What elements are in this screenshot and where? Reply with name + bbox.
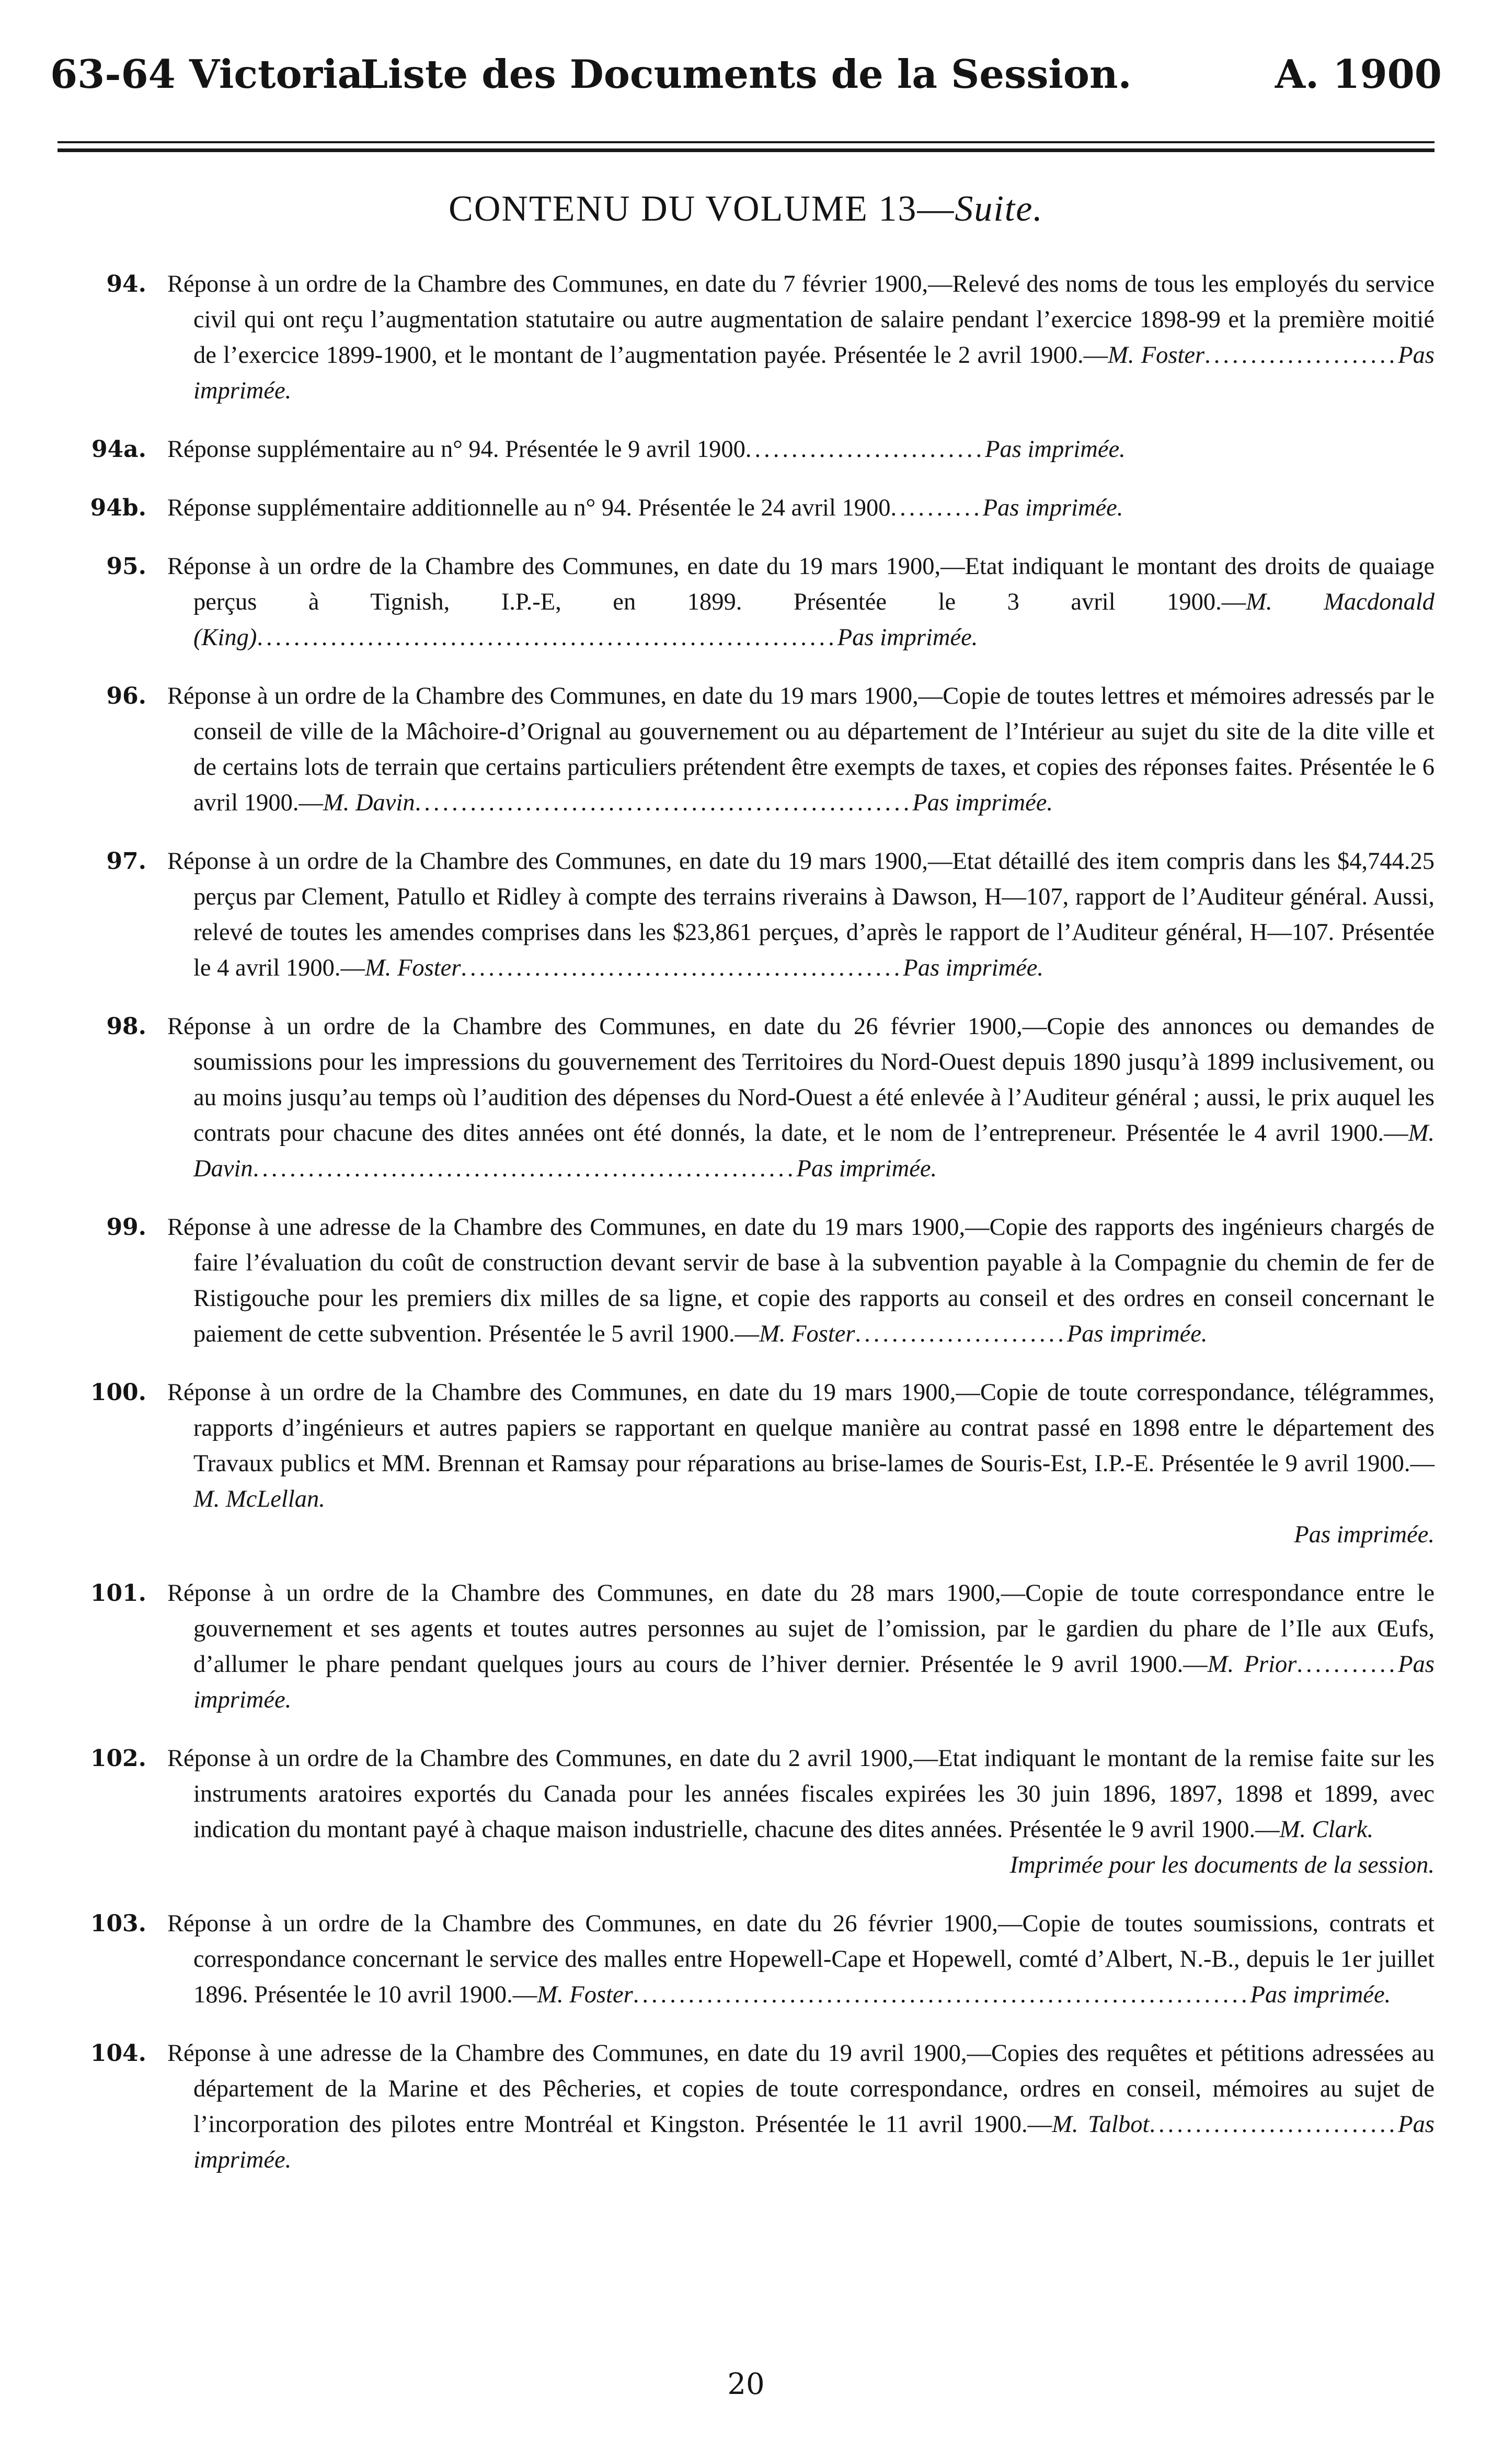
header-left: 63-64 Victoria. — [50, 51, 377, 97]
entry-text: Réponse à un ordre de la Chambre des Communes, en date du 7 février 1900,—Relevé des noms de tous les employés du service civil qui ont reçu l’augmentation statutaire ou autre augmentation de salaire pendant l’exercice 1898-99 et la première moitié de l’exercice 1899-1900, et le montant de l’augmentation payée. Présentée le 2 avril 1900.— — [167, 271, 1434, 369]
list-item — [52, 1210, 1434, 1352]
entry-number: 100. — [90, 1379, 146, 1406]
section-title-main: CONTENU DU VOLUME 13— — [449, 189, 955, 229]
entry-text: Réponse à un ordre de la Chambre des Communes, en date du 19 mars 1900,—Etat indiquant le montant des droits de quaiage perçus à Tignish, I.P.-E, en 1899. Présentée le 3 avril 1900.— — [167, 553, 1434, 615]
entry-number: 94a. — [91, 436, 146, 463]
entry-number: 97. — [106, 848, 146, 875]
entry-status: Pas imprimée. — [982, 495, 1123, 521]
entry-presenter: M. Foster — [759, 1321, 855, 1347]
entry-number: 102. — [90, 1745, 146, 1772]
list-item — [52, 844, 1434, 986]
entry-status: Pas imprimée. — [837, 624, 978, 651]
entry-text: Réponse à un ordre de la Chambre des Communes, en date du 2 avril 1900,—Etat indiquant le montant de la remise faite sur les instruments aratoires exportés du Canada pour les années fiscales expirées les 30 juin 1896, 1897, 1898 et 1899, avec indication du montant payé à chaque maison industrielle, chacune des dites années. Présentée le 9 avril 1900.— — [167, 1745, 1434, 1843]
entry-status: Pas imprimée. — [796, 1155, 937, 1182]
leader-dots: .......................... — [745, 436, 985, 463]
entry-status: Pas imprimée. — [912, 789, 1053, 816]
header-right: A. 1900 — [1275, 51, 1442, 97]
entry-status: Pas imprimée. — [985, 436, 1126, 463]
section-title-suite: Suite. — [955, 189, 1043, 229]
entry-text: Réponse à un ordre de la Chambre des Communes, en date du 19 mars 1900,—Copie de toutes lettres et mémoires adressés par le conseil de ville de la Mâchoire-d’Orignal au gouvernement ou au département de l’Intérieur au sujet du site de la dite ville et de certains lots de terrain que certains particuliers prétendent être exempts de taxes, et copies des réponses faites. Présentée le 6 avril 1900.— — [167, 683, 1434, 816]
entry-presenter: M. Clark. — [1279, 1816, 1374, 1843]
entry-number: 99. — [106, 1214, 146, 1241]
entry-status: Pas imprimée. — [193, 342, 1434, 404]
entry-number: 94. — [106, 271, 146, 297]
entry-presenter: M. Macdonald (King) — [193, 589, 1434, 651]
list-item — [52, 1906, 1434, 2013]
header-rule-thick — [58, 148, 1434, 152]
entry-presenter: M. McLellan. — [193, 1486, 325, 1512]
entry-presenter: M. Foster — [365, 955, 461, 981]
leader-dots: ........................... — [1149, 2111, 1398, 2138]
entry-number: 94b. — [90, 495, 146, 521]
leader-dots: ..................... — [1204, 342, 1398, 369]
entry-presenter: M. Foster — [537, 1981, 633, 2008]
entry-number: 96. — [106, 683, 146, 709]
list-item — [52, 490, 1434, 526]
leader-dots: ....................... — [855, 1321, 1067, 1347]
entry-status: Pas imprimée. — [1066, 1321, 1208, 1347]
entry-text: Réponse à un ordre de la Chambre des Communes, en date du 19 mars 1900,—Copie de toute correspondance, télégrammes, rapports d’ingénieurs et autres papiers se rapportant en quelque manière au contrat passé en 1898 entre le département des Travaux publics et MM. Brennan et Ramsay pour réparations au brise-lames de Souris-Est, I.P.-E. Présentée le 9 avril 1900.— — [167, 1379, 1434, 1477]
leader-dots: ........................................................... — [253, 1155, 797, 1182]
entry-text: Réponse à une adresse de la Chambre des Communes, en date du 19 mars 1900,—Copie des rapports des ingénieurs chargés de faire l’évaluation du coût de construction devant servir de base à la subvention payable à la Compagnie du chemin de fer de Ristigouche pour les premiers dix milles de sa ligne, et copie des rapports au conseil et des ordres en conseil concernant le paiement de cette subvention. Présentée le 5 avril 1900.— — [167, 1214, 1434, 1347]
page-header — [50, 41, 1442, 109]
entry-presenter: M. Prior — [1207, 1651, 1297, 1678]
entry-status: Pas imprimée. — [1250, 1981, 1391, 2008]
entry-text: Réponse à un ordre de la Chambre des Communes, en date du 26 février 1900,—Copie de toutes soumissions, contrats et correspondance concernant le service des malles entre Hopewell-Cape et Hopewell, comté d’Albert, N.-B., depuis le 1er juillet 1896. Présentée le 10 avril 1900.— — [167, 1910, 1434, 2008]
entry-presenter: M. Talbot — [1052, 2111, 1150, 2138]
entry-status: Pas imprimée. — [193, 1651, 1434, 1713]
entry-number: 104. — [90, 2040, 146, 2067]
document-list — [52, 267, 1434, 2201]
leader-dots: ............................................................... — [257, 624, 837, 651]
entry-presenter: M. Davin — [193, 1120, 1434, 1182]
entry-number: 103. — [90, 1910, 146, 1937]
entry-number: 98. — [106, 1013, 146, 1040]
list-item — [52, 432, 1434, 467]
entry-status: Pas imprimée. — [193, 2111, 1434, 2173]
list-item — [52, 1009, 1434, 1187]
entry-text: Réponse supplémentaire additionnelle au n° 94. Présentée le 24 avril 1900 — [167, 495, 891, 521]
list-item — [52, 1576, 1434, 1718]
entry-text: Réponse à une adresse de la Chambre des Communes, en date du 19 avril 1900,—Copies des requêtes et pétitions adressées au département de la Marine et des Pêcheries, et copies de toute correspondance, ordres en conseil, mémoires au sujet de l’incorporation des pilotes entre Montréal et Kingston. Présentée le 11 avril 1900.— — [167, 2040, 1434, 2138]
section-title — [0, 188, 1492, 230]
list-item — [52, 679, 1434, 821]
list-item — [52, 549, 1434, 656]
entry-presenter: M. Davin — [323, 789, 415, 816]
list-item — [52, 1741, 1434, 1883]
list-item — [52, 2036, 1434, 2178]
entry-number: 101. — [90, 1580, 146, 1607]
list-item — [52, 267, 1434, 409]
entry-text: Réponse supplémentaire au n° 94. Présentée le 9 avril 1900 — [167, 436, 745, 463]
header-title: Liste des Documents de la Session. — [360, 51, 1132, 97]
leader-dots: ................................................ — [461, 955, 903, 981]
entry-number: 95. — [106, 553, 146, 580]
entry-text: Réponse à un ordre de la Chambre des Communes, en date du 28 mars 1900,—Copie de toute correspondance entre le gouvernement et ses agents et toutes autres personnes au sujet de l’omission, par le gardien du phare de l’Ile aux Œufs, d’allumer le phare pendant quelques jours au cours de l’hiver dernier. Présentée le 9 avril 1900.— — [167, 1580, 1434, 1678]
entry-status: Pas imprimée. — [903, 955, 1044, 981]
leader-dots: .......... — [890, 495, 983, 521]
leader-dots: ...................................................... — [415, 789, 913, 816]
leader-dots: ................................................................... — [633, 1981, 1250, 2008]
entry-status: Imprimée pour les documents de la session. — [1009, 1852, 1434, 1878]
page-number: 20 — [727, 2367, 765, 2401]
entry-status: Pas imprimée. — [1294, 1521, 1434, 1548]
list-item — [52, 1375, 1434, 1553]
entry-text: Réponse à un ordre de la Chambre des Communes, en date du 26 février 1900,—Copie des annonces ou demandes de soumissions pour les impressions du gouvernement des Territoires du Nord-Ouest depuis 1890 jusqu’à 1899 inclusivement, ou au moins jusqu’au temps où l’audition des dépenses du Nord-Ouest a été enlevée à l’Auditeur général ; aussi, le prix auquel les contrats pour chacune des dites années ont été donnés, la date, et le nom de l’entrepreneur. Présentée le 4 avril 1900.— — [167, 1013, 1434, 1147]
leader-dots: ........... — [1296, 1651, 1398, 1678]
entry-presenter: M. Foster — [1108, 342, 1205, 369]
entry-text: Réponse à un ordre de la Chambre des Communes, en date du 19 mars 1900,—Etat détaillé des item compris dans les $4,744.25 perçus par Clement, Patullo et Ridley à compte des terrains riverains à Dawson, H—107, rapport de l’Auditeur général. Aussi, relevé de toutes les amendes comprises dans les $23,861 perçues, d’après le rapport de l’Auditeur général, H—107. Présentée le 4 avril 1900.— — [167, 848, 1434, 981]
header-rule-thin — [58, 141, 1434, 143]
